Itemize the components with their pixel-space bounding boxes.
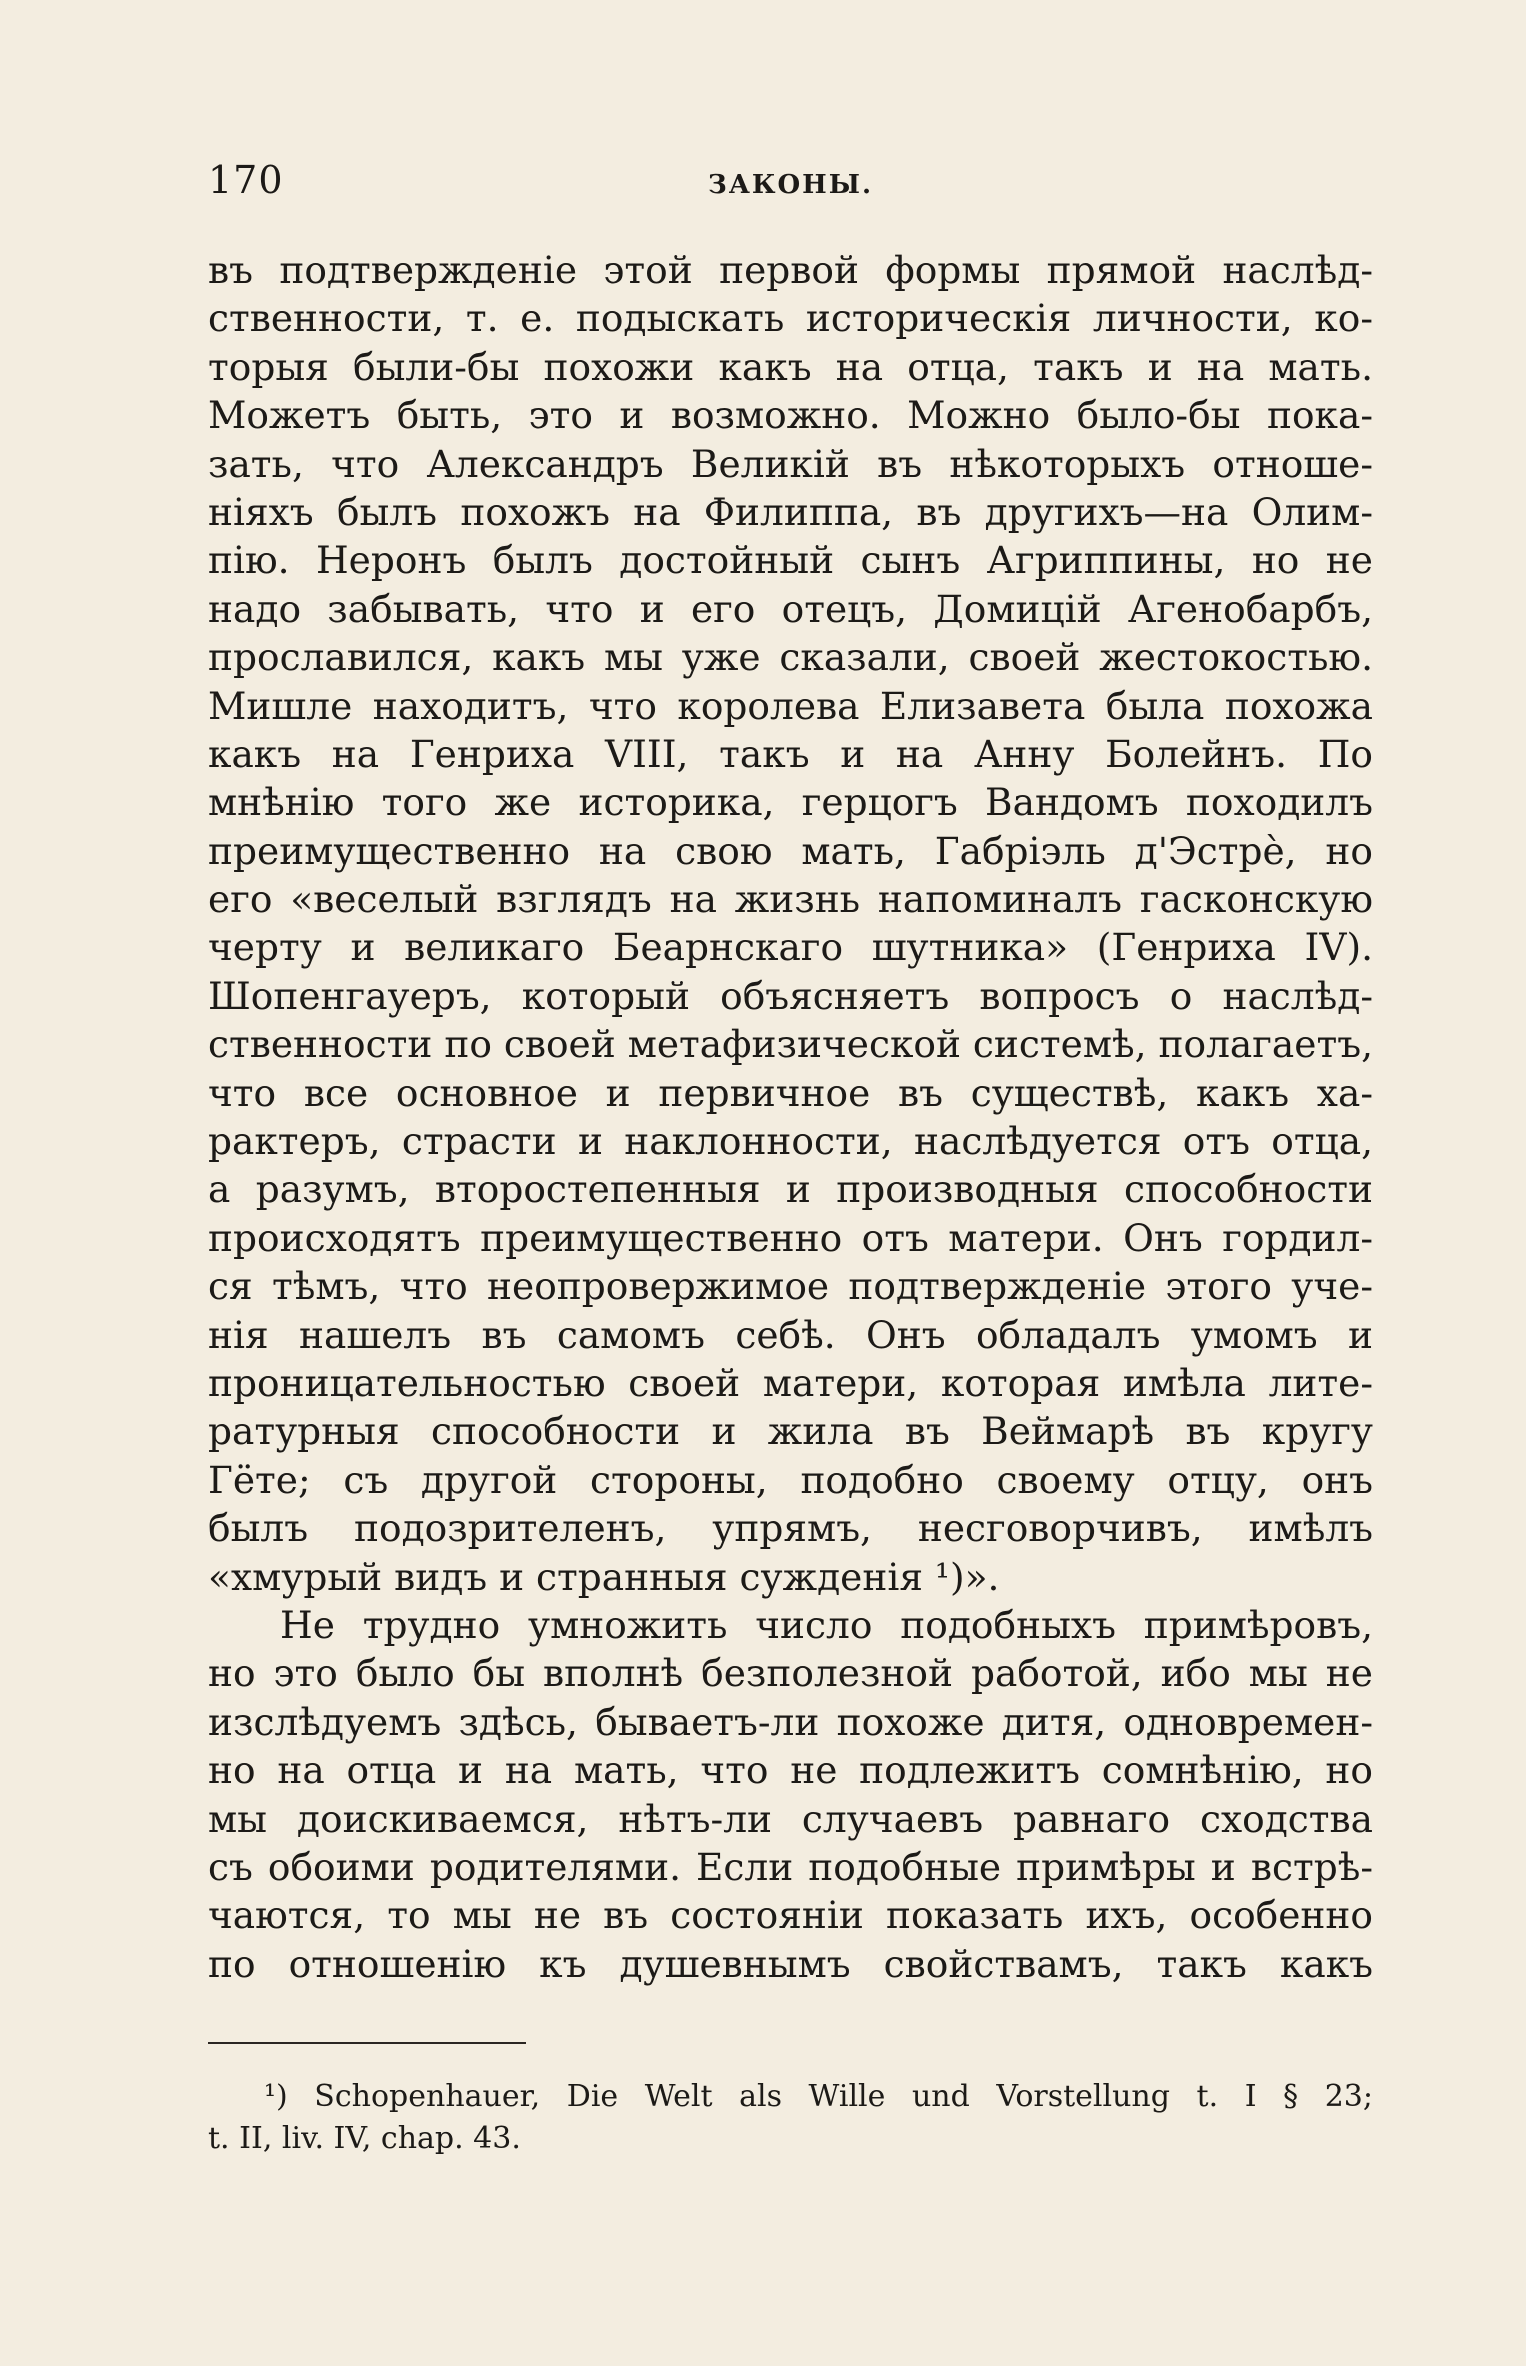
footnote-line: t. II, liv. IV, chap. 43. <box>208 2121 521 2156</box>
text-line: прославился, какъ мы уже сказали, своей жестокостью. <box>208 635 1373 680</box>
text-line: Не трудно умножить число подобныхъ примѣровъ, <box>280 1602 1373 1647</box>
footnote-divider <box>208 2042 526 2044</box>
footnote-line: ¹) Schopenhauer, Die Welt als Wille und Vorstellung t. I § 23; <box>264 2079 1373 2114</box>
text-line: ственности, т. е. подыскать историческія личности, ко- <box>208 296 1373 341</box>
text-line: но это было бы вполнѣ безполезной работой, ибо мы не <box>208 1651 1373 1696</box>
text-line: преимущественно на свою мать, Габріэль д'Эстрè, но <box>208 828 1373 873</box>
text-line: происходятъ преимущественно отъ матери. Онъ гордил- <box>208 1215 1373 1260</box>
text-line: нія нашелъ въ самомъ себѣ. Онъ обладалъ умомъ и <box>208 1312 1373 1357</box>
text-line: съ обоими родителями. Если подобные примѣры и встрѣ- <box>208 1844 1373 1889</box>
page-number: 170 <box>208 158 284 202</box>
footnotes <box>208 2076 1373 2160</box>
text-line: «хмурый видъ и странныя сужденія ¹)». <box>208 1554 1000 1599</box>
text-line: черту и великаго Беарнскаго шутника» (Генриха IV). <box>208 925 1373 970</box>
text-line: но на отца и на мать, что не подлежитъ сомнѣнію, но <box>208 1748 1373 1793</box>
text-line: ся тѣмъ, что неопровержимое подтвержденіе этого уче- <box>208 1264 1373 1309</box>
text-line: мы доискиваемся, нѣтъ-ли случаевъ равнаго сходства <box>208 1796 1373 1841</box>
text-line: зать, что Александръ Великій въ нѣкоторыхъ отноше- <box>208 441 1373 486</box>
text-line: чаются, то мы не въ состояніи показать ихъ, особенно <box>208 1893 1373 1938</box>
text-line: мнѣнію того же историка, герцогъ Вандомъ походилъ <box>208 780 1373 825</box>
text-line: рактеръ, страсти и наклонности, наслѣдуется отъ отца, <box>208 1119 1373 1164</box>
text-line: Можетъ быть, это и возможно. Можно было-бы пока- <box>208 393 1373 438</box>
text-line: ственности по своей метафизической системѣ, полагаетъ, <box>208 1022 1373 1067</box>
text-line: проницательностью своей матери, которая имѣла лите- <box>208 1360 1373 1405</box>
text-line: въ подтвержденіе этой первой формы прямой наслѣд- <box>208 248 1373 292</box>
text-line: былъ подозрителенъ, упрямъ, несговорчивъ, имѣлъ <box>208 1506 1373 1551</box>
body-text <box>208 246 1373 1988</box>
text-line: что все основное и первичное въ существѣ, какъ ха- <box>208 1070 1373 1115</box>
text-line: надо забывать, что и его отецъ, Домицій Агенобарбъ, <box>208 586 1373 631</box>
text-line: ратурныя способности и жила въ Веймарѣ въ кругу <box>208 1409 1373 1454</box>
text-line: ніяхъ былъ похожъ на Филиппа, въ другихъ—на Олим- <box>208 489 1373 534</box>
text-line: какъ на Генриха VIII, такъ и на Анну Болейнъ. По <box>208 731 1373 776</box>
text-line: его «веселый взглядъ на жизнь напоминалъ гасконскую <box>208 877 1373 922</box>
running-title: ЗАКОНЫ. <box>707 170 874 200</box>
text-line: пію. Неронъ былъ достойный сынъ Агриппины, но не <box>208 538 1373 583</box>
text-line: а разумъ, второстепенныя и производныя способности <box>208 1167 1373 1212</box>
text-line: Мишле находитъ, что королева Елизавета была похожа <box>208 683 1373 728</box>
text-line: Шопенгауеръ, который объясняетъ вопросъ о наслѣд- <box>208 973 1373 1018</box>
text-line: торыя были-бы похожи какъ на отца, такъ и на мать. <box>208 344 1373 389</box>
text-line: изслѣдуемъ здѣсь, бываетъ-ли похоже дитя, одновремен- <box>208 1699 1373 1744</box>
page-header <box>208 158 1373 208</box>
text-line: по отношенію къ душевнымъ свойствамъ, такъ какъ <box>208 1941 1373 1986</box>
text-line: Гёте; съ другой стороны, подобно своему отцу, онъ <box>208 1457 1373 1502</box>
